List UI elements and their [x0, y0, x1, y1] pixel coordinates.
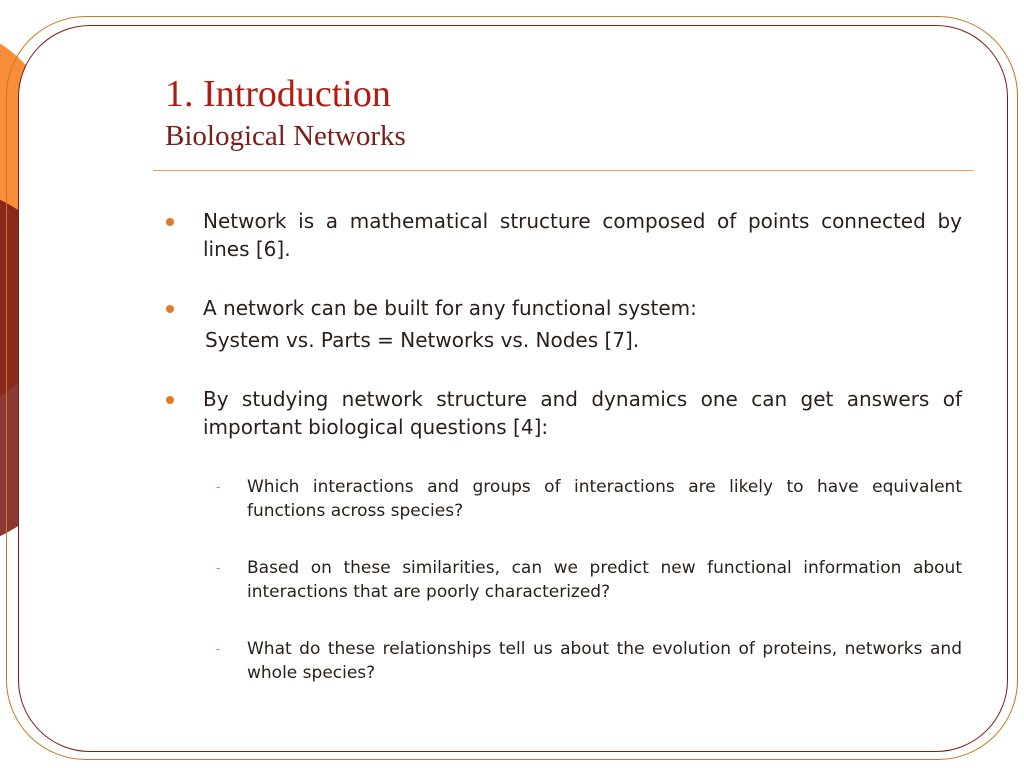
sub-bullet-text: Based on these similarities, can we predict new functional information about interactions that are poorly characterized? — [247, 558, 962, 602]
sub-bullet-item — [160, 637, 962, 685]
slide-subtitle: Biological Networks — [165, 120, 406, 152]
bullet-item — [160, 207, 962, 263]
bullet-item — [160, 294, 962, 354]
sub-bullet-item — [160, 475, 962, 523]
sub-bullet-text: What do these relationships tell us about the evolution of proteins, networks and whole species? — [247, 639, 962, 683]
slide-body — [160, 207, 962, 718]
slide-title: 1. Introduction — [165, 73, 391, 115]
title-divider — [153, 170, 973, 171]
sub-bullet-item — [160, 556, 962, 604]
bullet-continuation: System vs. Parts = Networks vs. Nodes [7]. — [205, 328, 640, 352]
bullet-dot-icon — [166, 218, 174, 226]
sub-bullet-dash: - — [216, 561, 221, 575]
bullet-item — [160, 385, 962, 441]
bullet-dot-icon — [166, 305, 174, 313]
bullet-text: By studying network structure and dynamics one can get answers of important biological questions [4]: — [203, 387, 962, 439]
sub-bullet-dash: - — [216, 480, 221, 494]
bullet-text: Network is a mathematical structure composed of points connected by lines [6]. — [203, 209, 962, 261]
bullet-text: A network can be built for any functional system: — [203, 296, 697, 320]
bullet-dot-icon — [166, 396, 174, 404]
sub-bullet-text: Which interactions and groups of interactions are likely to have equivalent functions across species? — [247, 477, 962, 521]
sub-bullet-dash: - — [216, 642, 221, 656]
